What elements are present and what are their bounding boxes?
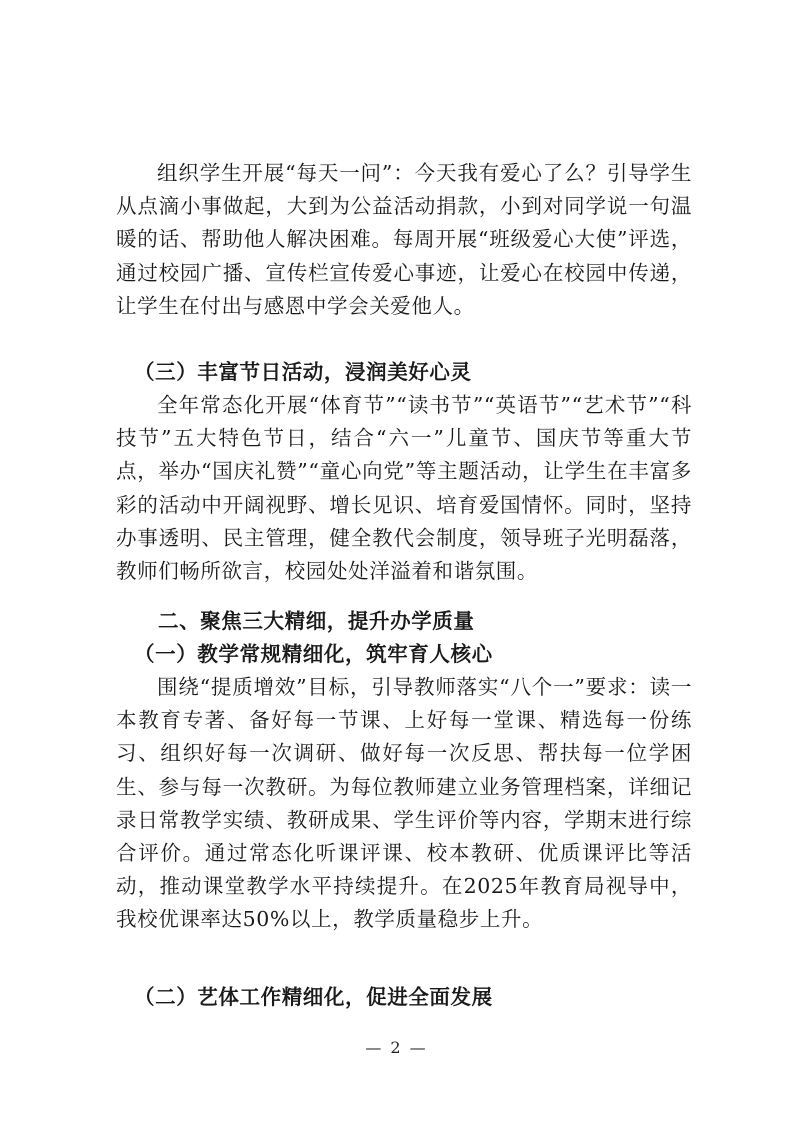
paragraph-festival-activities: 全年常态化开展“体育节”“读书节”“英语节”“艺术节”“科技节”五大特色节日，结合“六一”儿童节、国庆节等重大节点，举办“国庆礼赞”“童心向党”等主题活动，让学生在丰富多彩的活动中开阔视野、增长见识、培育爱国情怀。同时，坚持办事透明、民主管理，健全教代会制度，领导班子光明磊落，教师们畅所欲言，校园处处洋溢着和谐氛围。	[116, 393, 692, 584]
section-heading-arts-sports: （二）艺体工作精细化，促进全面发展	[134, 985, 493, 1009]
section-heading-teaching: （一）教学常规精细化，筑牢育人核心	[134, 642, 493, 666]
section-heading-festival: （三）丰富节日活动，浸润美好心灵	[134, 360, 472, 384]
page-number: — 2 —	[365, 1038, 428, 1057]
paragraph-love-activity: 组织学生开展“每天一问”：今天我有爱心了么？引导学生从点滴小事做起，大到为公益活动捐款，小到对同学说一句温暖的话、帮助他人解决困难。每周开展“班级爱心大使”评选，通过校园广播、宣传栏宣传爱心事迹，让爱心在校园中传递，让学生在付出与感恩中学会关爱他人。	[116, 161, 692, 318]
chapter-heading-quality: 二、聚焦三大精细，提升办学质量	[158, 609, 475, 633]
paragraph-teaching-routine: 围绕“提质增效”目标，引导教师落实“八个一”要求：读一本教育专著、备好每一节课、上好每一堂课、精选每一份练习、组织好每一次调研、做好每一次反思、帮扶每一位学困生、参与每一次教研。为每位教师建立业务管理档案，详细记录日常教学实绩、教研成果、学生评价等内容，学期末进行综合评价。通过常态化听课评课、校本教研、优质课评比等活动，推动课堂教学水平持续提升。在2025年教育局视导中，我校优课率达50%以上，教学质量稳步上升。	[116, 675, 692, 932]
